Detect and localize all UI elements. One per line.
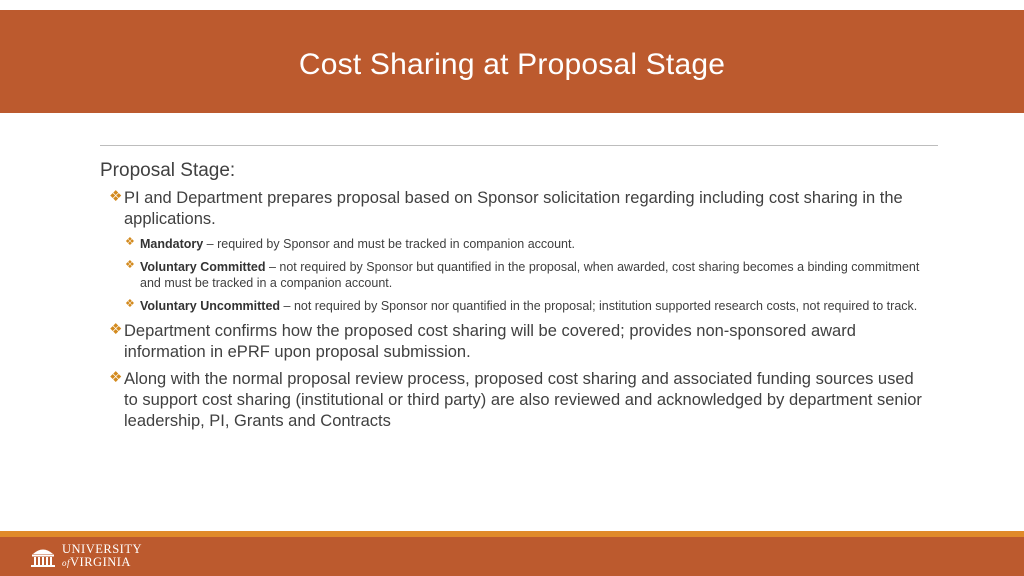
term-voluntary-committed: Voluntary Committed [140,260,266,274]
list-item-text: Department confirms how the proposed cost sharing will be covered; provides non-sponsored award information in ePRF upon proposal submission. [124,322,856,361]
sub-list-item [100,236,930,252]
footer-band [0,537,1024,576]
rotunda-logo-icon [30,544,56,568]
term-voluntary-uncommitted: Voluntary Uncommitted [140,299,281,313]
term-definition: – not required by Sponsor nor quantified in the proposal; institution supported research costs, not required to track. [280,299,918,313]
sub-list-item [100,298,930,314]
title-divider [100,145,938,146]
logo-wordmark-line2: VIRGINIA [70,554,131,569]
section-heading: Proposal Stage: [100,160,236,181]
diamond-bullet-icon: ❖ [109,369,123,386]
term-definition: – not required by Sponsor but quantified in the proposal, when awarded, cost sharing becomes a binding commitment and must be tracked in a companion account. [140,260,920,290]
diamond-bullet-icon: ❖ [109,188,123,205]
list-item-text: PI and Department prepares proposal based on Sponsor solicitation regarding including cost sharing in the applications. [124,189,903,228]
list-item-text: Along with the normal proposal review process, proposed cost sharing and associated funding sources used to support cost sharing (institutional or third party) are also reviewed and acknowledged by department senior leadership, PI, Grants and Contracts [124,370,922,430]
diamond-bullet-icon: ❖ [125,236,135,248]
list-item [100,321,930,363]
logo-wordmark-of: of [62,557,71,568]
sub-list-item [100,259,930,291]
list-item [100,188,930,230]
logo-wordmark-line1: UNIVERSITY [62,541,142,556]
list-item [100,369,930,432]
diamond-bullet-icon: ❖ [125,298,135,310]
title-band [0,10,1024,113]
diamond-bullet-icon: ❖ [125,259,135,271]
slide-content [100,160,930,438]
term-mandatory: Mandatory [140,237,204,251]
term-definition: – required by Sponsor and must be tracked in companion account. [203,237,575,251]
slide-title: Cost Sharing at Proposal Stage [298,47,726,81]
university-logo [30,540,142,572]
diamond-bullet-icon: ❖ [109,321,123,338]
